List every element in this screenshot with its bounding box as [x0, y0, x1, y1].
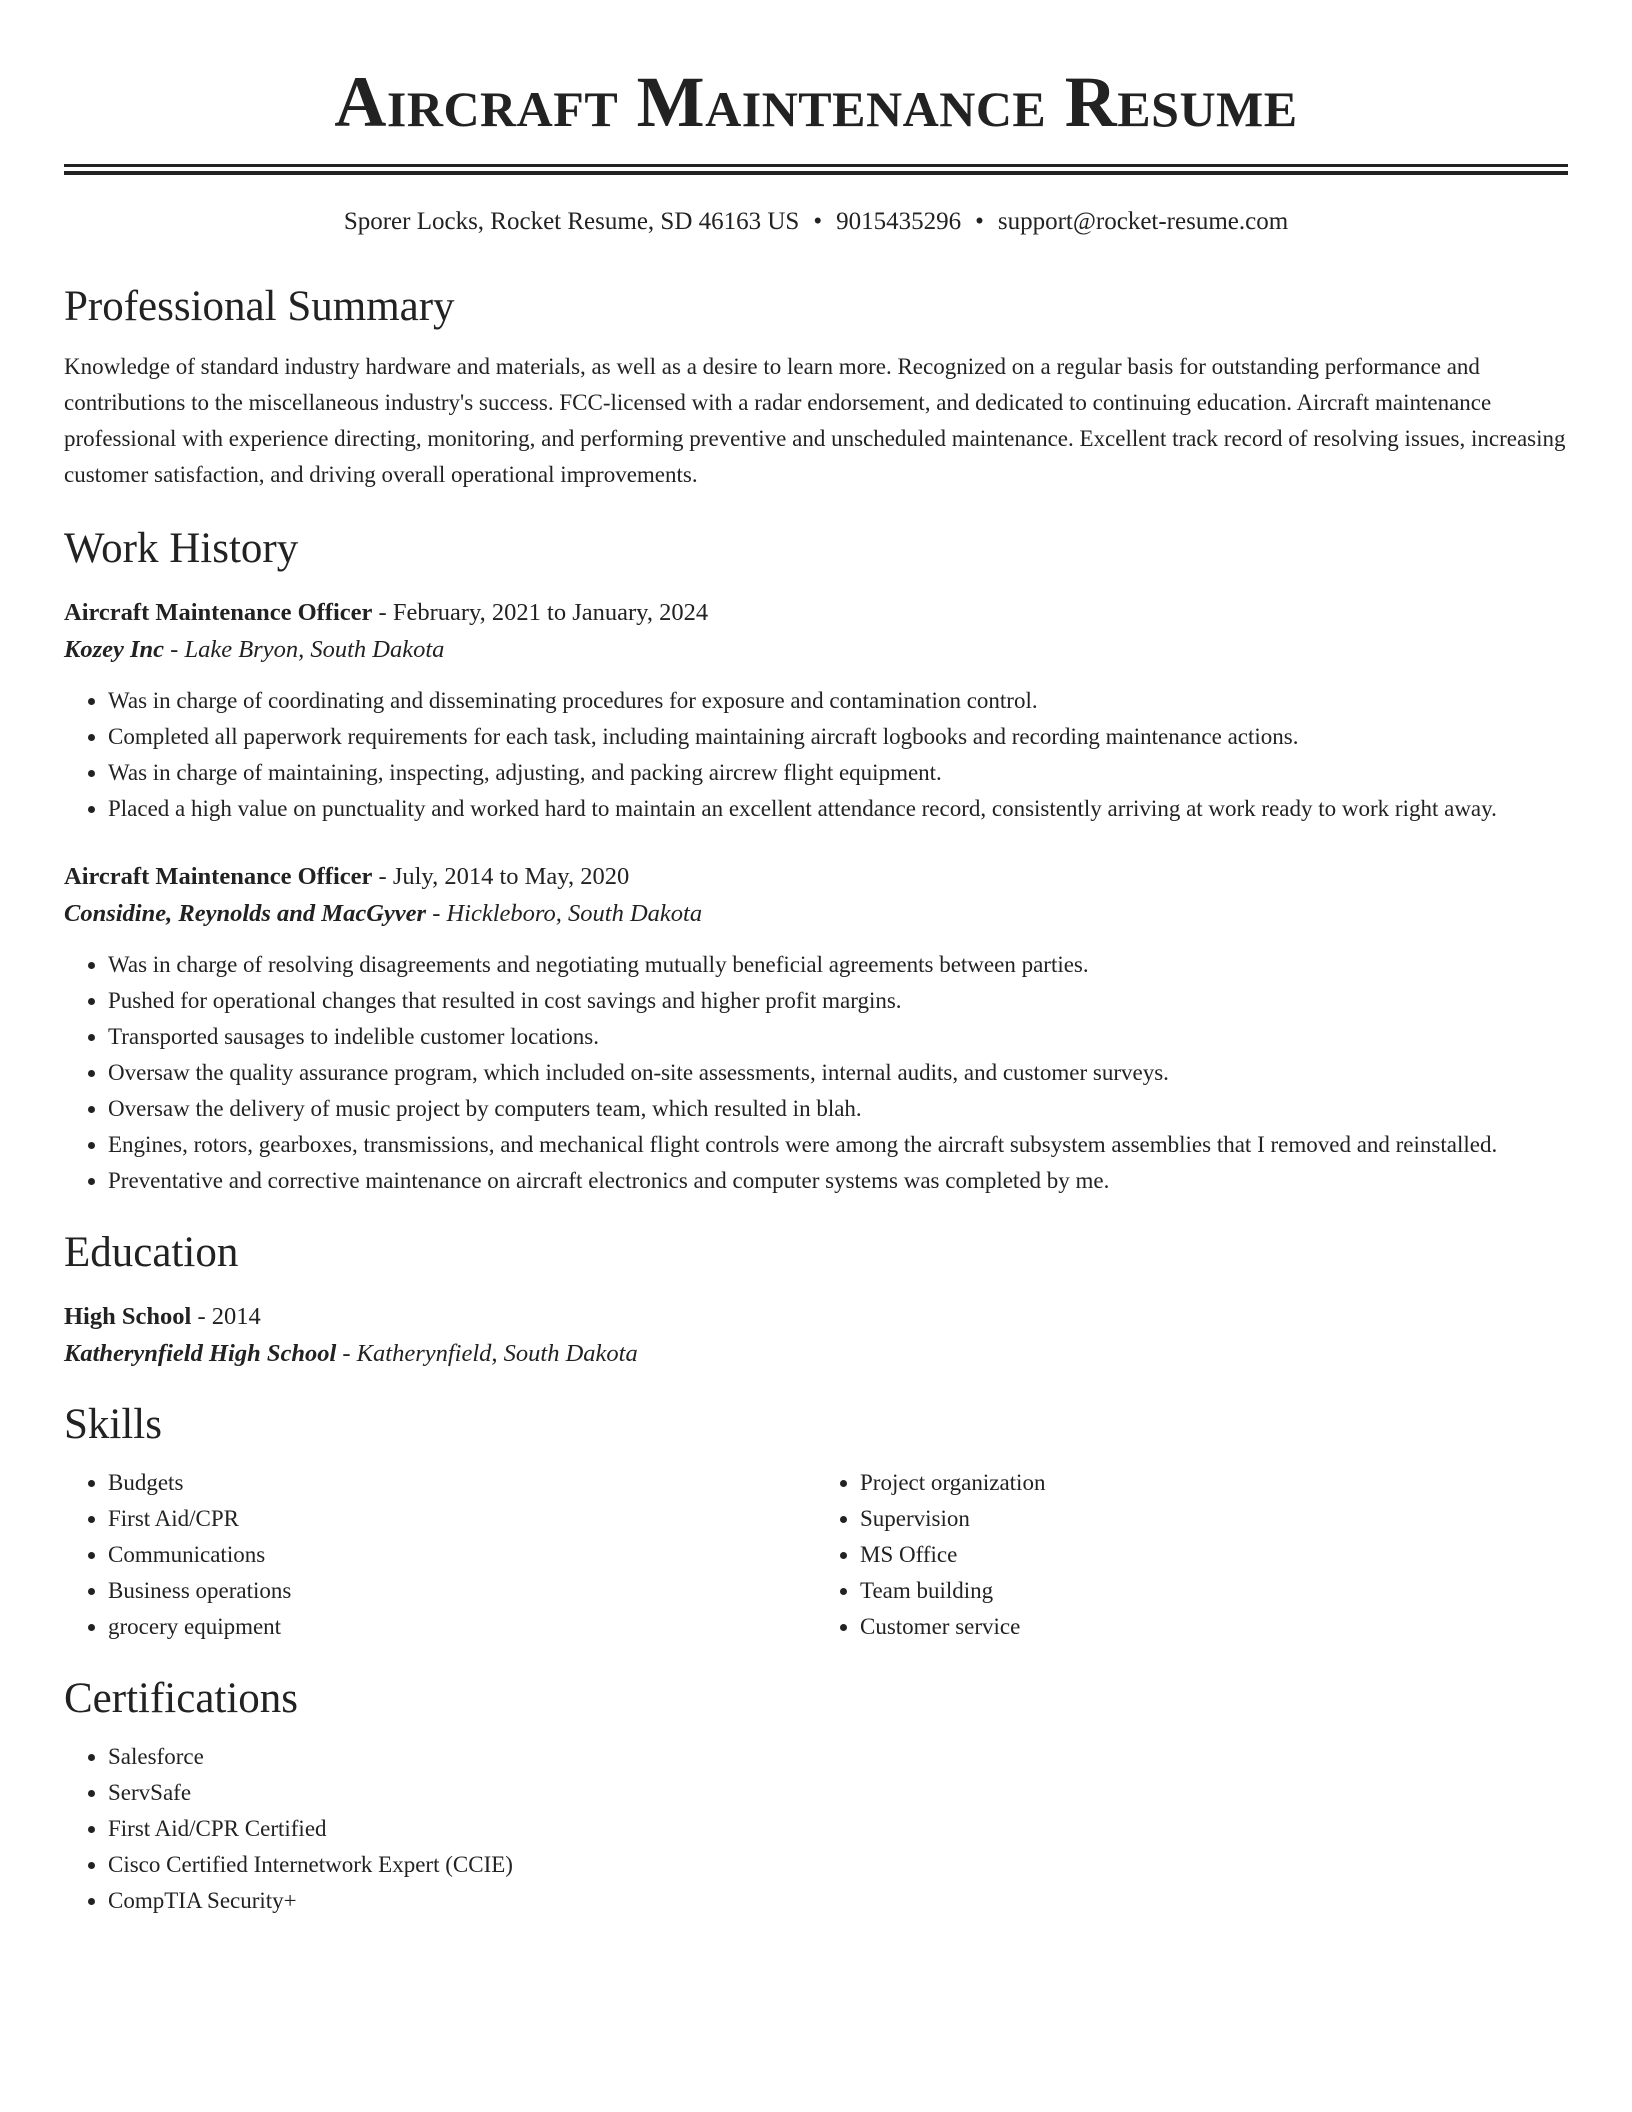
- certifications-heading: Certifications: [64, 1675, 299, 1722]
- job-duty: • Was in charge of resolving disagreements and negotiating mutually beneficial agreements between parties.: [108, 947, 1568, 983]
- skill-item: • Supervision: [860, 1501, 1568, 1537]
- school-location: - Katherynfield, South Dakota: [336, 1340, 638, 1367]
- skill-item: • Customer service: [860, 1609, 1568, 1645]
- skill-item: • MS Office: [860, 1537, 1568, 1573]
- job-duty: • Was in charge of coordinating and disseminating procedures for exposure and contamination control.: [108, 683, 1568, 719]
- skill-item: • Team building: [860, 1573, 1568, 1609]
- education-heading: Education: [64, 1229, 239, 1276]
- company-location: - Lake Bryon, South Dakota: [164, 636, 445, 663]
- skill-item: • First Aid/CPR: [108, 1501, 816, 1537]
- job-title-line: [64, 595, 1568, 631]
- resume-title: Aircraft Maintenance Resume: [334, 62, 1298, 142]
- skills-heading: Skills: [64, 1401, 162, 1448]
- school-name: Katherynfield High School: [64, 1340, 337, 1367]
- title-double-rule: [64, 164, 1568, 175]
- job-title: Aircraft Maintenance Officer: [64, 599, 373, 626]
- skill-item: • Budgets: [108, 1465, 816, 1501]
- skills-list-right: [816, 1465, 1568, 1645]
- job-duty: • Was in charge of maintaining, inspecting, adjusting, and packing aircrew flight equipment.: [108, 755, 1568, 791]
- skill-item: • Business operations: [108, 1573, 816, 1609]
- contact-separator: •: [975, 208, 984, 235]
- certification-item: • Salesforce: [108, 1739, 1568, 1775]
- job-duties-list: [64, 947, 1568, 1199]
- certifications-list: [64, 1739, 1568, 1919]
- summary-heading: Professional Summary: [64, 283, 455, 330]
- school-line: [64, 1335, 1568, 1373]
- contact-line: [64, 205, 1568, 239]
- company-line: [64, 631, 1568, 669]
- job-duty: • Placed a high value on punctuality and worked hard to maintain an excellent attendance record, consistently arriving at work ready to work right away.: [108, 791, 1568, 827]
- job-dates: - July, 2014 to May, 2020: [372, 863, 630, 890]
- degree-line: [64, 1299, 1568, 1335]
- contact-phone: 9015435296: [836, 208, 962, 235]
- job-title-line: [64, 859, 1568, 895]
- skill-item: • Project organization: [860, 1465, 1568, 1501]
- job-duty: • Transported sausages to indelible customer locations.: [108, 1019, 1568, 1055]
- resume-page: [64, 0, 1568, 1919]
- job-duty: • Oversaw the quality assurance program, which included on-site assessments, internal audits, and customer surveys.: [108, 1055, 1568, 1091]
- job-duty: • Completed all paperwork requirements for each task, including maintaining aircraft logbooks and recording maintenance actions.: [108, 719, 1568, 755]
- job-entry: [64, 595, 1568, 827]
- skill-item: • Communications: [108, 1537, 816, 1573]
- company-location: - Hickleboro, South Dakota: [426, 900, 703, 927]
- job-duty: • Preventative and corrective maintenance on aircraft electronics and computer systems was completed by me.: [108, 1163, 1568, 1199]
- company-name: Kozey Inc: [64, 636, 165, 663]
- company-line: [64, 895, 1568, 933]
- skill-item: • grocery equipment: [108, 1609, 816, 1645]
- job-title: Aircraft Maintenance Officer: [64, 863, 373, 890]
- job-entry: [64, 859, 1568, 1199]
- job-duty: • Engines, rotors, gearboxes, transmissions, and mechanical flight controls were among the aircraft subsystem assemblies that I removed and reinstalled.: [108, 1127, 1568, 1163]
- certification-item: • CompTIA Security+: [108, 1883, 1568, 1919]
- job-duty: • Pushed for operational changes that resulted in cost savings and higher profit margins.: [108, 983, 1568, 1019]
- job-dates: - February, 2021 to January, 2024: [372, 599, 709, 626]
- graduation-year: - 2014: [191, 1303, 261, 1330]
- skills-list-left: [64, 1465, 816, 1645]
- skills-columns: [64, 1465, 1568, 1645]
- job-duty: • Oversaw the delivery of music project by computers team, which resulted in blah.: [108, 1091, 1568, 1127]
- job-duties-list: [64, 683, 1568, 827]
- contact-separator: •: [813, 208, 823, 235]
- work-history-heading: Work History: [64, 525, 299, 572]
- summary-text: Knowledge of standard industry hardware and materials, as well as a desire to learn more. Recognized on a regular basis for outstanding performance and contributions to the miscellaneous industry's success. FCC-licensed with a radar endorsement, and dedicated to continuing education. Aircraft maintenance professional with experience directing, monitoring, and performing preventive and unscheduled maintenance. Excellent track record of resolving issues, increasing customer satisfaction, and driving overall operational improvements.: [64, 354, 1566, 487]
- contact-address: Sporer Locks, Rocket Resume, SD 46163 US: [343, 208, 800, 235]
- contact-email: support@rocket-resume.com: [997, 208, 1289, 235]
- degree: High School: [64, 1303, 192, 1330]
- certification-item: • Cisco Certified Internetwork Expert (CCIE): [108, 1847, 1568, 1883]
- certification-item: • ServSafe: [108, 1775, 1568, 1811]
- company-name: Considine, Reynolds and MacGyver: [64, 900, 427, 927]
- certification-item: • First Aid/CPR Certified: [108, 1811, 1568, 1847]
